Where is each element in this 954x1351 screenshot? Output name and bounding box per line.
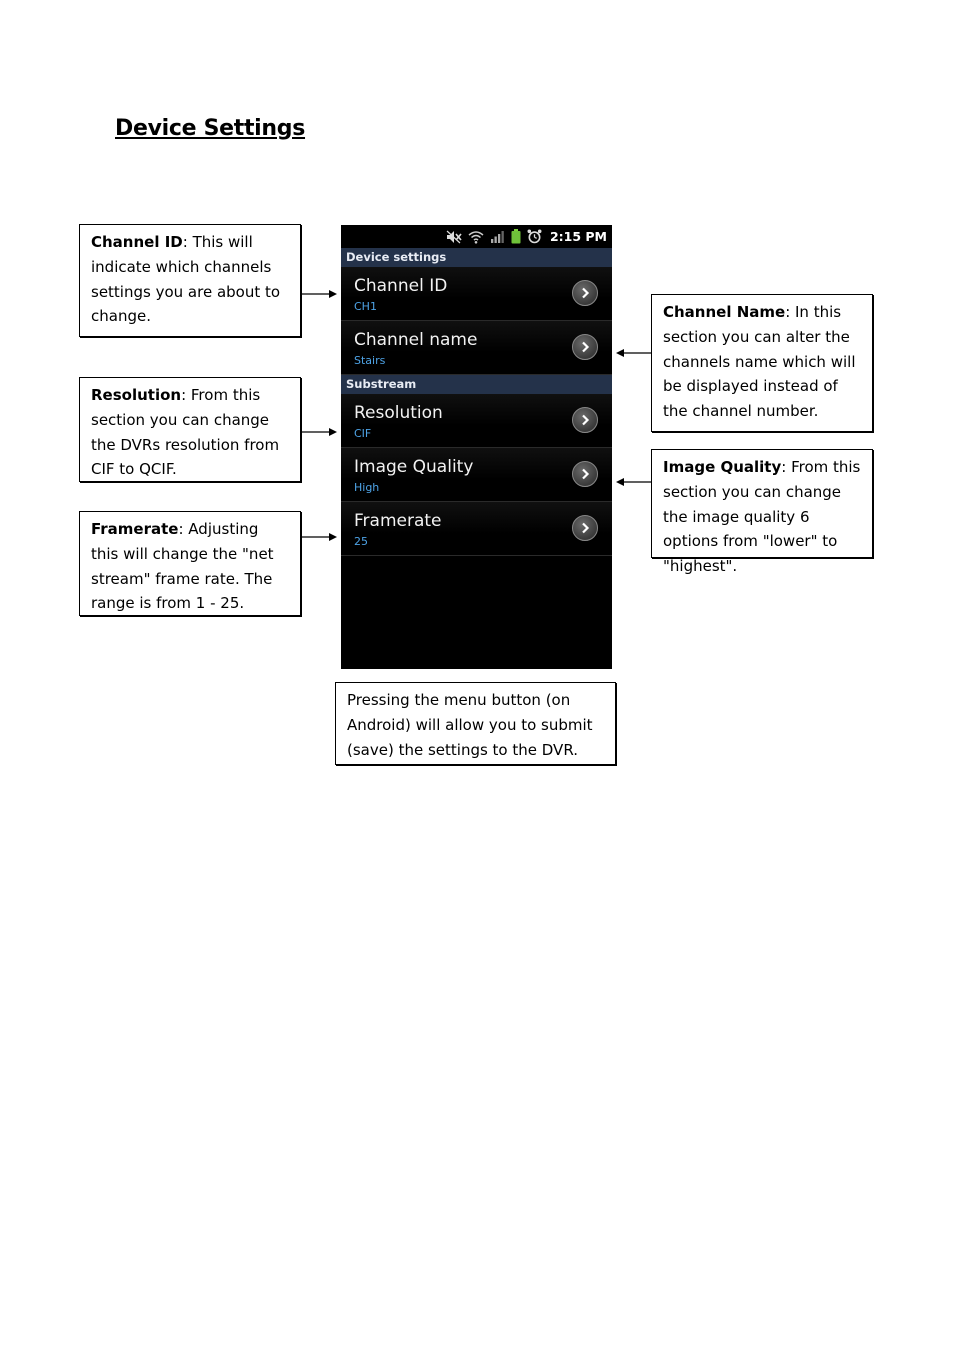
- alarm-icon: [527, 229, 542, 244]
- signal-icon: [490, 230, 505, 244]
- callout-text: Pressing the menu button (on Android) will allow you to submit (save) the settings to the DVR.: [347, 691, 593, 759]
- setting-row-resolution[interactable]: [341, 394, 612, 448]
- callout-text: : In this section you can alter the channels name which will be displayed instead of the channel number.: [663, 303, 856, 421]
- arrow-channel-name: [612, 347, 652, 359]
- setting-title: Framerate: [354, 511, 442, 531]
- setting-title: Channel name: [354, 330, 478, 350]
- arrow-resolution: [301, 426, 341, 438]
- setting-value: CIF: [354, 427, 372, 440]
- setting-title: Image Quality: [354, 457, 474, 477]
- status-bar: [341, 225, 612, 248]
- callout-channel-name: [651, 294, 873, 432]
- wifi-icon: [468, 230, 484, 244]
- callout-menu-button: [335, 682, 616, 765]
- callout-text: : From this section you can change the image quality 6 options from "lower" to "highest".: [663, 458, 861, 576]
- setting-row-image-quality[interactable]: [341, 448, 612, 502]
- setting-title: Channel ID: [354, 276, 448, 296]
- callout-term: Channel Name: [663, 303, 786, 321]
- setting-row-channel-name[interactable]: [341, 321, 612, 375]
- setting-value: 25: [354, 535, 368, 548]
- callout-text: : This will indicate which channels settings you are about to change.: [91, 233, 281, 326]
- setting-row-channel-id[interactable]: [341, 267, 612, 321]
- setting-value: High: [354, 481, 380, 494]
- callout-term: Resolution: [91, 386, 182, 404]
- callout-channel-id: [79, 224, 301, 337]
- setting-title: Resolution: [354, 403, 443, 423]
- setting-value: CH1: [354, 300, 377, 313]
- setting-row-framerate[interactable]: [341, 502, 612, 556]
- callout-framerate: [79, 511, 301, 616]
- chevron-right-icon[interactable]: [572, 515, 598, 541]
- section-header-device-settings: Device settings: [341, 248, 612, 267]
- callout-resolution: [79, 377, 301, 482]
- callout-term: Channel ID: [91, 233, 183, 251]
- chevron-right-icon[interactable]: [572, 461, 598, 487]
- page-title: Device Settings: [115, 116, 306, 141]
- arrow-framerate: [301, 531, 341, 543]
- status-time: 2:15 PM: [549, 229, 607, 244]
- android-screenshot: [341, 225, 612, 669]
- battery-icon: [511, 229, 521, 244]
- arrow-image-quality: [612, 476, 652, 488]
- mute-icon: [446, 230, 462, 244]
- callout-text: : From this section you can change the DVRs resolution from CIF to QCIF.: [91, 386, 280, 479]
- callout-text: : Adjusting this will change the "net stream" frame rate. The range is from 1 - 25.: [91, 520, 274, 613]
- chevron-right-icon[interactable]: [572, 280, 598, 306]
- arrow-channel-id: [301, 288, 341, 300]
- chevron-right-icon[interactable]: [572, 407, 598, 433]
- callout-image-quality: [651, 449, 873, 576]
- chevron-right-icon[interactable]: [572, 334, 598, 360]
- setting-value: Stairs: [354, 354, 386, 367]
- callout-term: Framerate: [91, 520, 179, 538]
- section-header-substream: Substream: [341, 375, 612, 394]
- callout-term: Image Quality: [663, 458, 782, 476]
